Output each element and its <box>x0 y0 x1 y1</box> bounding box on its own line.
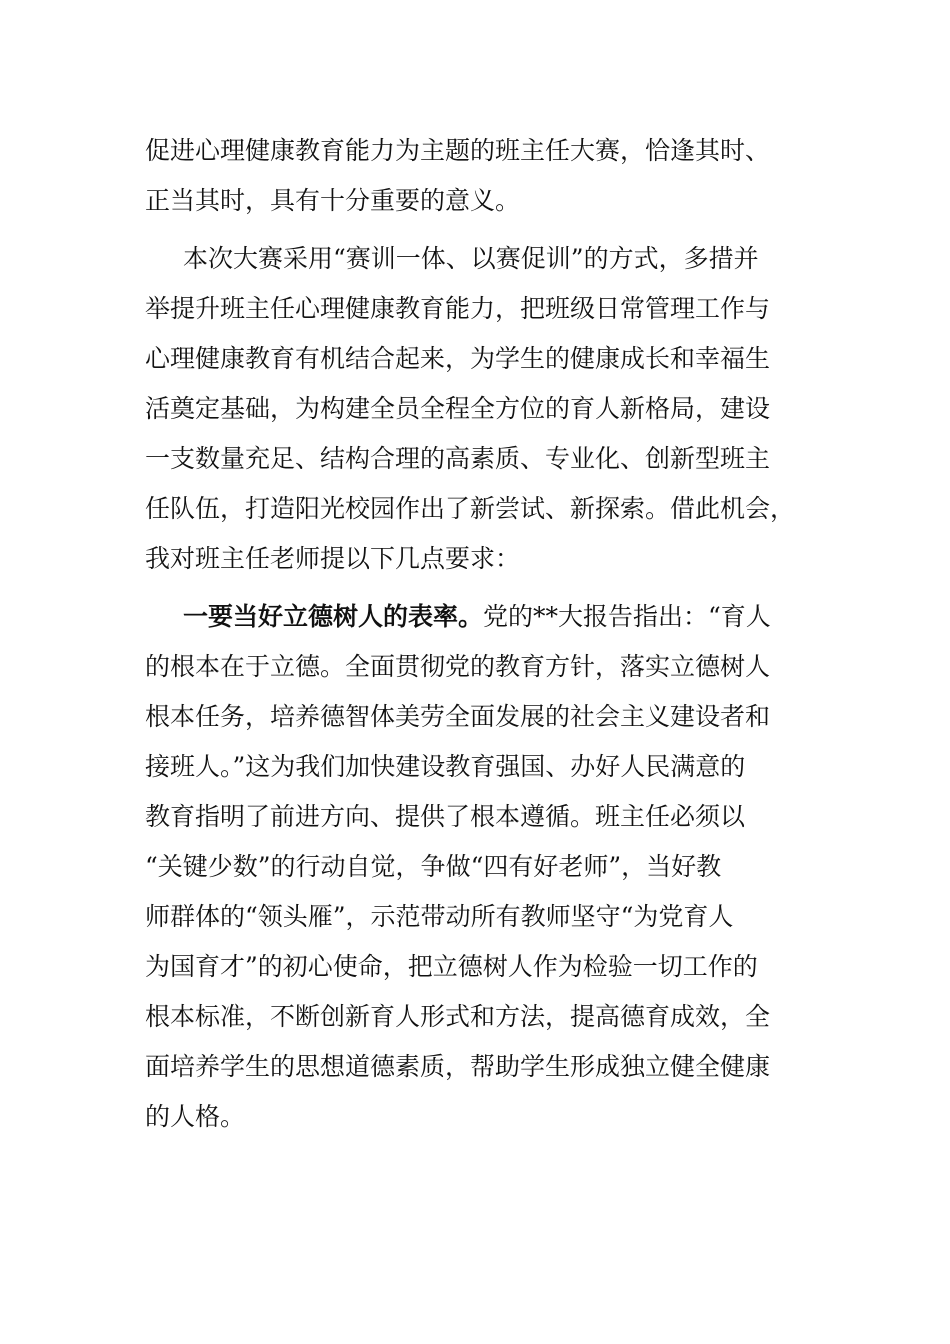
paragraph-line: 正当其时，具有十分重要的意义。 <box>145 186 521 215</box>
paragraph-first-line <box>145 592 805 642</box>
paragraph-line: 我对班主任老师提以下几点要求： <box>145 544 521 573</box>
paragraph-line: 本次大赛采用“赛训一体、以赛促训”的方式，多措并 <box>183 244 759 273</box>
paragraph-line: 面培养学生的思想道德素质，帮助学生形成独立健全健康 <box>145 1052 771 1081</box>
paragraph-line: 促进心理健康教育能力为主题的班主任大赛，恰逢其时、 <box>145 136 771 165</box>
section-heading: 一要当好立德树人的表率。 <box>183 602 484 631</box>
paragraph-line: 举提升班主任心理健康教育能力，把班级日常管理工作与 <box>145 294 771 323</box>
paragraph-line: 一支数量充足、结构合理的高素质、专业化、创新型班主 <box>145 444 771 473</box>
paragraph-text: 党的**大报告指出：“育人 <box>483 602 771 631</box>
paragraph-3 <box>145 592 805 1142</box>
paragraph-line: 的根本在于立德。全面贯彻党的教育方针，落实立德树人 <box>145 652 771 681</box>
paragraph-line: 教育指明了前进方向、提供了根本遵循。班主任必须以 <box>145 802 746 831</box>
paragraph-line: 师群体的“领头雁”，示范带动所有教师坚守“为党育人 <box>145 902 734 931</box>
paragraph-line: 任队伍，打造阳光校园作出了新尝试、新探索。借此机会， <box>145 494 796 523</box>
paragraph-2 <box>145 234 805 584</box>
paragraph-1 <box>145 126 805 226</box>
paragraph-line: 的人格。 <box>145 1102 246 1131</box>
paragraph-line: 根本标准，不断创新育人形式和方法，提高德育成效，全 <box>145 1002 771 1031</box>
paragraph-line: 为国育才”的初心使命，把立德树人作为检验一切工作的 <box>145 952 758 981</box>
paragraph-line: 心理健康教育有机结合起来，为学生的健康成长和幸福生 <box>145 344 771 373</box>
paragraph-line: 接班人。”这为我们加快建设教育强国、办好人民满意的 <box>145 752 746 781</box>
paragraph-line: “关键少数”的行动自觉，争做“四有好老师”，当好教 <box>145 852 722 881</box>
paragraph-line: 根本任务，培养德智体美劳全面发展的社会主义建设者和 <box>145 702 771 731</box>
paragraph-line: 活奠定基础，为构建全员全程全方位的育人新格局，建设 <box>145 394 771 423</box>
